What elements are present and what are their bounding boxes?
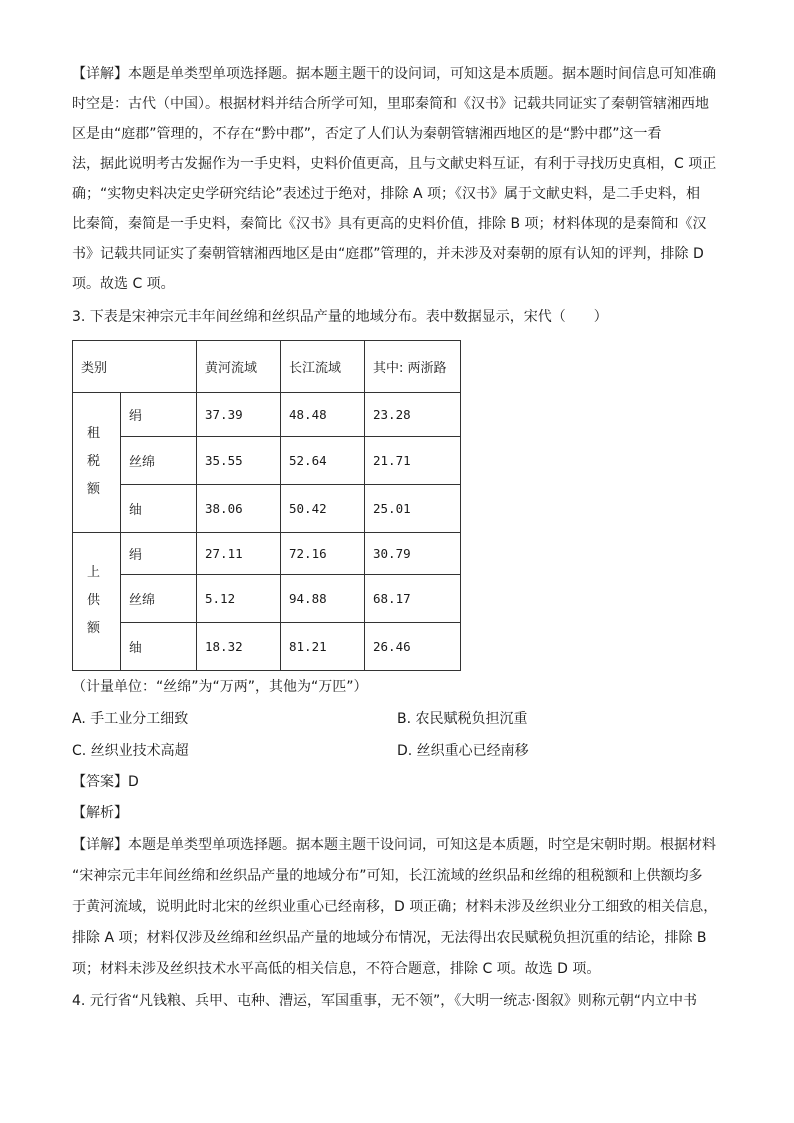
header-liangzhe: 其中: 两浙路 — [365, 341, 461, 393]
explanation-line: 比秦简，秦简是一手史料，秦简比《汉书》具有更高的史料价值，排除 B 项；材料体现的是秦简和《汉 — [72, 216, 707, 232]
item-label: 绢 — [121, 533, 197, 575]
table-cell: 21.71 — [365, 437, 461, 485]
item-label: 䌷 — [121, 485, 197, 533]
explanation-line: 排除 A 项；材料仅涉及丝绵和丝织品产量的地域分布情况，无法得出农民赋税负担沉重的结论，排除 B — [72, 930, 707, 946]
explanation-line: 【详解】本题是单类型单项选择题。据本题主题干设问词，可知这是本质题，时空是宋朝时期。根据材料 — [72, 837, 716, 853]
table-cell: 48.48 — [281, 393, 365, 437]
option-c: C. 丝织业技术高超 — [72, 743, 189, 759]
explanation-line: 于黄河流域，说明此时北宋的丝织业重心已经南移，D 项正确；材料未涉及丝织业分工细致的相关信息， — [72, 899, 718, 915]
question-3-stem: 3. 下表是宋神宗元丰年间丝绵和丝织品产量的地域分布。表中数据显示，宋代（ ） — [72, 309, 608, 325]
explanation-line: 时空是：古代（中国）。根据材料并结合所学可知，里耶秦简和《汉书》记载共同证实了秦朝管辖湘西地 — [72, 96, 709, 112]
table-cell: 81.21 — [281, 623, 365, 671]
item-label: 丝绵 — [121, 575, 197, 623]
table-cell: 30.79 — [365, 533, 461, 575]
table-row — [73, 485, 461, 533]
option-a: A. 手工业分工细致 — [72, 711, 189, 727]
item-label: 䌷 — [121, 623, 197, 671]
table-cell: 18.32 — [197, 623, 281, 671]
analysis-label: 【解析】 — [72, 805, 128, 821]
table-header-row — [73, 341, 461, 393]
table-row — [73, 393, 461, 437]
table-cell: 52.64 — [281, 437, 365, 485]
table-cell: 94.88 — [281, 575, 365, 623]
table-row — [73, 437, 461, 485]
explanation-line: 区是由“庭郡”管理的，不存在“黔中郡”，否定了人们认为秦朝管辖湘西地区的是“黔中郡”这一看 — [72, 126, 662, 142]
item-label: 丝绵 — [121, 437, 197, 485]
option-b: B. 农民赋税负担沉重 — [397, 711, 528, 727]
item-label: 绢 — [121, 393, 197, 437]
unit-note: （计量单位：“丝绵”为“万两”，其他为“万匹”） — [72, 679, 368, 695]
table-cell: 37.39 — [197, 393, 281, 437]
table-row — [73, 533, 461, 575]
explanation-line: 法，据此说明考古发掘作为一手史料，史料价值更高，且与文献史料互证，有利于寻找历史真相，C 项正 — [72, 156, 717, 172]
explanation-line: 项；材料未涉及丝织技术水平高低的相关信息，不符合题意，排除 C 项。故选 D 项。 — [72, 961, 601, 977]
header-category: 类别 — [73, 341, 197, 393]
answer-label: 【答案】D — [72, 774, 139, 790]
header-yangtze-river: 长江流域 — [281, 341, 365, 393]
table-cell: 27.11 — [197, 533, 281, 575]
explanation-line: “宋神宗元丰年间丝绵和丝织品产量的地域分布”可知，长江流域的丝织品和丝绵的租税额和上供额均多 — [72, 868, 703, 884]
table-cell: 5.12 — [197, 575, 281, 623]
explanation-line: 【详解】本题是单类型单项选择题。据本题主题干的设问词，可知这是本质题。据本题时间信息可知准确 — [72, 66, 716, 82]
silk-production-table — [72, 340, 461, 671]
table-cell: 50.42 — [281, 485, 365, 533]
table-cell: 23.28 — [365, 393, 461, 437]
table-cell: 35.55 — [197, 437, 281, 485]
table-row — [73, 575, 461, 623]
explanation-line: 项。故选 C 项。 — [72, 276, 175, 292]
table-cell: 25.01 — [365, 485, 461, 533]
question-4-stem: 4. 元行省“凡钱粮、兵甲、屯种、漕运，军国重事，无不领”，《大明一统志·图叙》则称元朝“内立中书 — [72, 993, 698, 1009]
table-row — [73, 623, 461, 671]
table-cell: 38.06 — [197, 485, 281, 533]
group-label-tax: 租 税 额 — [86, 426, 106, 497]
table-cell: 68.17 — [365, 575, 461, 623]
explanation-line: 确；“实物史料决定史学研究结论”表述过于绝对，排除 A 项；《汉书》属于文献史料，是二手史料，相 — [72, 186, 700, 202]
option-d: D. 丝织重心已经南移 — [397, 743, 529, 759]
header-yellow-river: 黄河流域 — [197, 341, 281, 393]
group-label-tribute: 上 供 额 — [86, 565, 106, 636]
table-cell: 26.46 — [365, 623, 461, 671]
table-cell: 72.16 — [281, 533, 365, 575]
explanation-line: 书》记载共同证实了秦朝管辖湘西地区是由“庭郡”管理的，并未涉及对秦朝的原有认知的评判，排除 D — [72, 246, 704, 262]
